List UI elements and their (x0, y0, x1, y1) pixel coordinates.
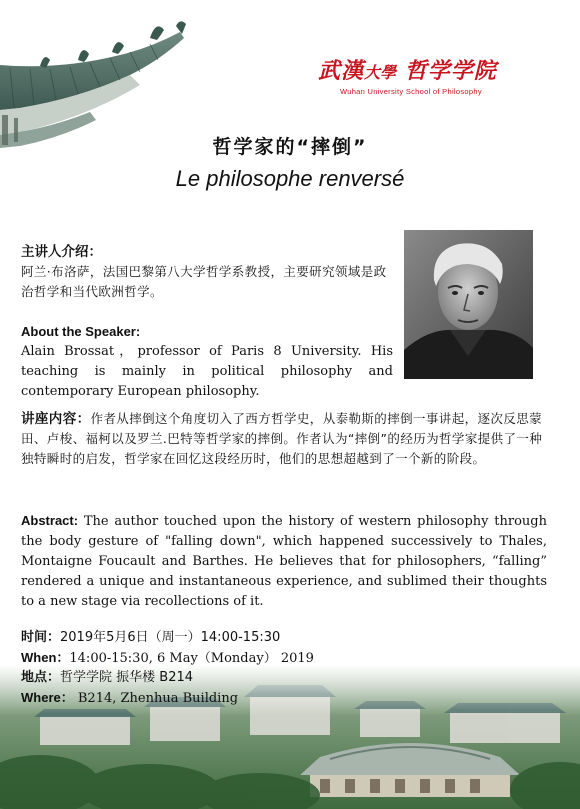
time-row-zh (21, 628, 521, 648)
title-zh: 哲学家的“摔倒” (212, 136, 368, 158)
abstract-text: The author touched upon the history of western philosophy through the body gesture of "falling down", which happened successively to Thales, Montaigne Foucault and Barthes. He believes that for philosophers, “falling” rendered a unique and instantaneous experience, and sublimed their thoughts to a new stage via recollections of it. (21, 514, 547, 609)
speaker-text-en: Alain Brossat，professor of Paris 8 University. His teaching is mainly in political philosophy and contemporary European philosophy. (21, 344, 393, 399)
content-heading-zh: 讲座内容： (21, 411, 91, 427)
logo-name-zh-c: 哲学学院 (404, 58, 497, 84)
speaker-text-zh: 阿兰·布洛萨，法国巴黎第八大学哲学系教授，主要研究领域是政治哲学和当代欧洲哲学。 (21, 264, 387, 299)
school-logo (318, 58, 548, 104)
logo-name-zh-b: 大學 (364, 63, 397, 82)
event-info (21, 628, 521, 708)
speaker-intro-en (21, 322, 393, 402)
lecture-content-paragraph (21, 409, 547, 469)
logo-name-zh-a: 武漢 (318, 58, 365, 84)
place-row-zh (21, 668, 521, 688)
speaker-heading-zh: 主讲人介绍： (21, 244, 102, 260)
roof-eave-illustration (0, 20, 190, 150)
abstract-en (21, 511, 547, 612)
time-label-zh: 时间： (21, 630, 61, 645)
abstract-paragraph (21, 511, 547, 612)
title-fr: Le philosophe renversé (175, 166, 405, 191)
place-value-zh: 哲学学院 振华楼 B214 (60, 670, 194, 685)
when-value: 14:00-15:30, 6 May（Monday） 2019 (69, 650, 314, 666)
speaker-portrait (404, 230, 533, 379)
where-value: B214, Zhenhua Building (77, 690, 239, 706)
time-value-zh: 2019年5月6日（周一）14:00-15:30 (60, 630, 281, 645)
abstract-heading: Abstract: (21, 513, 79, 528)
when-label: When： (21, 649, 70, 665)
speaker-intro-zh (21, 242, 393, 302)
logo-name-zh (318, 58, 548, 86)
where-row-en (21, 688, 521, 709)
where-label: Where： (21, 689, 74, 705)
logo-name-en: Wuhan University School of Philosophy (340, 87, 482, 96)
when-row-en (21, 648, 521, 669)
place-label-zh: 地点： (21, 670, 61, 685)
speaker-heading-en: About the Speaker: (21, 324, 141, 339)
content-text-zh: 作者从摔倒这个角度切入了西方哲学史，从泰勒斯的摔倒一事讲起，逐次反思蒙田、卢梭、福柯以及罗兰.巴特等哲学家的摔倒。作者认为“摔倒”的经历为哲学家提供了一种独特瞬时的启发，哲学家在回忆这段经历时，他们的思想超越到了一个新的阶段。 (21, 411, 543, 466)
lecture-content-zh (21, 409, 547, 469)
